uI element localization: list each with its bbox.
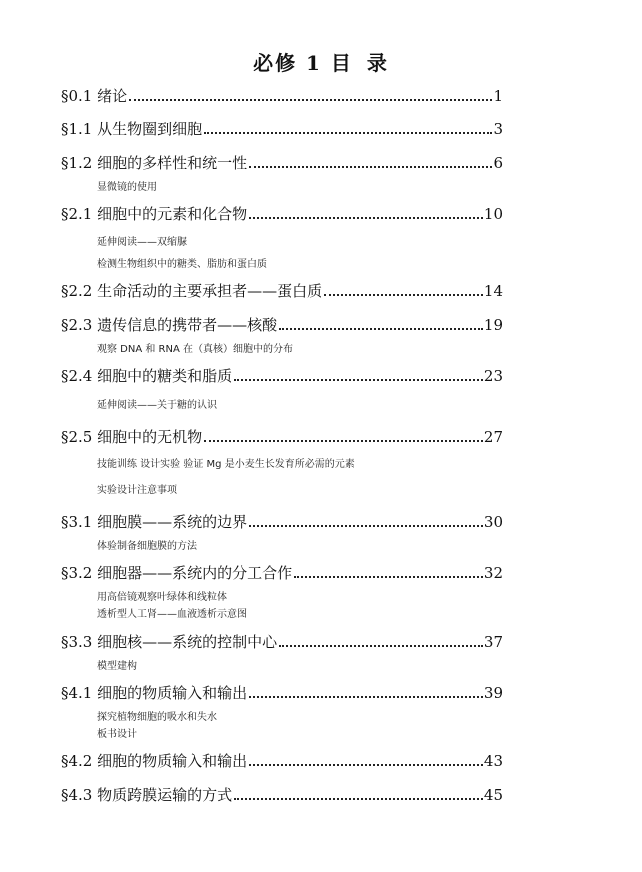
toc-entry-page: 6 [493,154,503,172]
toc-entry[interactable] [61,315,503,335]
dot-leader [324,294,483,296]
toc-entry-page: 23 [483,367,503,385]
toc-subitem: 体验制备细胞膜的方法 [97,541,197,552]
toc-entry[interactable] [61,751,503,771]
toc-entry-label: §3.1 细胞膜——系统的边界 [61,513,248,531]
toc-subitem: 延伸阅读——关于糖的认识 [97,400,217,411]
toc-entry-label: §1.2 细胞的多样性和统一性 [61,154,248,172]
toc-entry-page: 32 [483,564,503,582]
toc-subitem: 观察 DNA 和 RNA 在（真核）细胞中的分布 [97,344,294,355]
toc-entry[interactable] [61,204,503,224]
toc-entry-label: §2.2 生命活动的主要承担者——蛋白质 [61,282,323,300]
dot-leader [294,576,483,578]
dot-leader [129,99,492,101]
toc-entry-label: §1.1 从生物圈到细胞 [61,120,203,138]
dot-leader [204,440,483,442]
toc-entry[interactable] [61,153,503,173]
title-part-2: 录 [366,51,389,75]
toc-subitem: 透析型人工肾——血液透析示意图 [97,609,247,620]
toc-entry[interactable] [61,427,503,447]
dot-leader [249,166,492,168]
toc-entry-page: 27 [483,428,503,446]
toc-entry[interactable] [61,512,503,532]
toc-entry-page: 37 [483,633,503,651]
toc-subitem: 显微镜的使用 [97,182,157,193]
toc-subitem: 板书设计 [97,729,137,740]
toc-entry[interactable] [61,563,503,583]
toc-subitem: 技能训练 设计实验 验证 Mg 是小麦生长发育所必需的元素 [97,459,355,470]
toc-entry-label: §4.1 细胞的物质输入和输出 [61,684,248,702]
toc-subitem: 探究植物细胞的吸水和失水 [97,712,217,723]
toc-entry-page: 45 [483,786,503,804]
dot-leader [249,764,483,766]
dot-leader [279,645,483,647]
toc-entry-label: §2.1 细胞中的元素和化合物 [61,205,248,223]
toc-entry[interactable] [61,281,503,301]
toc-entry-label: §2.5 细胞中的无机物 [61,428,203,446]
toc-entry[interactable] [61,366,503,386]
dot-leader [204,132,492,134]
toc-entry[interactable] [61,785,503,805]
toc-entry[interactable] [61,119,503,139]
toc-entry-page: 3 [493,120,503,138]
dot-leader [234,798,483,800]
toc-entry-label: §2.4 细胞中的糖类和脂质 [61,367,233,385]
toc-entry-page: 43 [483,752,503,770]
dot-leader [234,379,483,381]
toc-entry-page: 1 [493,87,503,105]
toc-subitem: 延伸阅读——双缩脲 [97,237,187,248]
toc-subitem: 用高倍镜观察叶绿体和线粒体 [97,592,227,603]
title-part-1: 必修 1 目 [253,51,353,75]
toc-subitem: 检测生物组织中的糖类、脂肪和蛋白质 [97,259,267,270]
toc-entry-label: §3.2 细胞器——系统内的分工合作 [61,564,293,582]
toc-entry-label: §0.1 绪论 [61,87,128,105]
toc-entry-label: §4.2 细胞的物质输入和输出 [61,752,248,770]
toc-entry-page: 14 [483,282,503,300]
toc-entry[interactable] [61,86,503,106]
toc-entry-page: 10 [483,205,503,223]
toc-entry-label: §4.3 物质跨膜运输的方式 [61,786,233,804]
dot-leader [249,696,483,698]
toc-entry-label: §2.3 遗传信息的携带者——核酸 [61,316,278,334]
toc-entry-page: 30 [483,513,503,531]
dot-leader [249,217,483,219]
toc-entry-label: §3.3 细胞核——系统的控制中心 [61,633,278,651]
toc-subitem: 实验设计注意事项 [97,485,177,496]
toc-entry[interactable] [61,683,503,703]
dot-leader [249,525,483,527]
dot-leader [279,328,483,330]
toc-subitem: 模型建构 [97,661,137,672]
toc-entry-page: 19 [483,316,503,334]
toc-entry-page: 39 [483,684,503,702]
page-title [0,47,642,76]
toc-entry[interactable] [61,632,503,652]
